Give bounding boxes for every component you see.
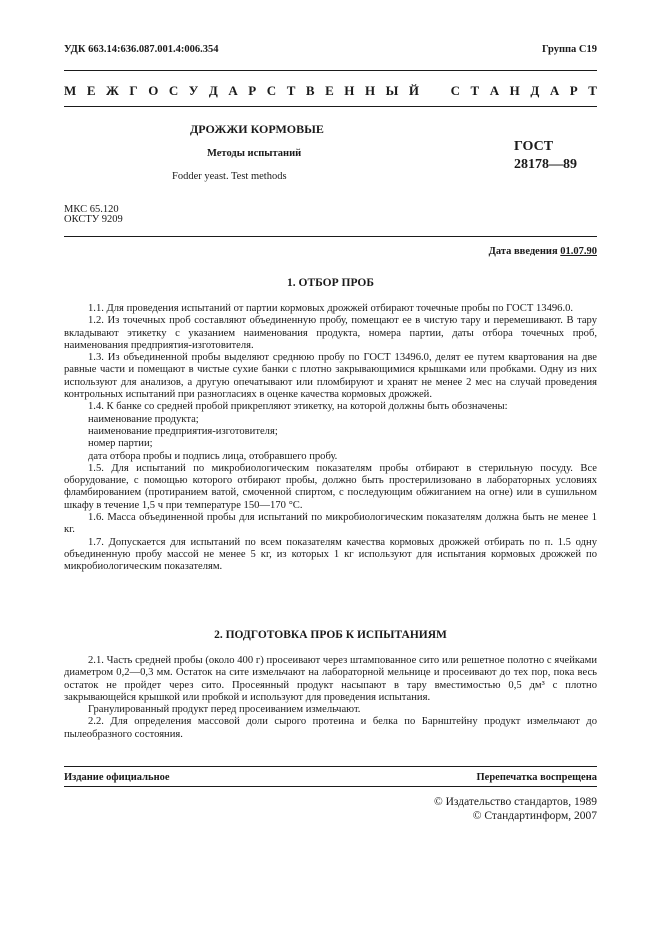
section1-paragraph: 1.3. Из объединенной пробы выделяют среднюю пробу по ГОСТ 13496.0, делят ее путем квартования на две равные части и помещают в чистые сухие банки с плотно закрывающимися крышками или пробками. Одну из них используют для анализов, а другую опечатывают или пломбируют и хранят не менее 2 мес на случай проведения контрольных испытаний при разногласиях в оценке качества кормовых дрожжей.	[64, 352, 597, 401]
banner-letter: Н	[509, 83, 520, 98]
section1-paragraph: 1.2. Из точечных проб составляют объединенную пробу, помещают ее в чистую тару и перемешивают. В тару вкладывают этикетку с указанием наименования продукта, номера партии, даты отбора точечных проб, наименования предприятия-изготовителя.	[64, 315, 597, 351]
copyright-2007: © Стандартинформ, 2007	[472, 810, 597, 822]
section1-paragraph: наименование продукта;	[88, 413, 199, 425]
banner-letter: Н	[344, 83, 355, 98]
copyright-1989: © Издательство стандартов, 1989	[433, 796, 597, 808]
banner-letter: А	[549, 83, 560, 98]
banner-letter: А	[228, 83, 238, 98]
section1-paragraph: 1.1. Для проведения испытаний от партии кормовых дрожжей отбирают точечные пробы по ГОСТ 13496.0.	[88, 303, 574, 314]
section-2-body	[64, 655, 597, 741]
footer-rule	[64, 766, 597, 767]
section1-paragraph: 1.6. Масса объединенной пробы для испытаний по микробиологическим показателям должна быть не менее 1 кг.	[64, 512, 597, 536]
banner-letter: С	[450, 83, 461, 98]
codes-rule	[64, 236, 597, 237]
group-code: Группа С19	[541, 44, 597, 55]
section1-paragraph: 1.7. Допускается для испытаний по всем показателям качества кормовых дрожжей отбирать по п. 1.5 одну объединенную пробу массой не менее 5 кг, из которых 1 кг используют для испытания кормовых дрожжей по микробиологическим показателям.	[64, 536, 597, 573]
banner-letter: Д	[208, 83, 218, 98]
banner-letter: Е	[325, 83, 334, 98]
introduction-date-value: 01.07.90	[560, 246, 597, 257]
gost-number	[514, 138, 577, 174]
banner-letter: С	[168, 83, 179, 98]
document-subtitle: Методы испытаний	[207, 148, 302, 159]
gost-label: ГОСТ	[514, 139, 554, 154]
introduction-date	[489, 246, 597, 257]
banner-letter: Т	[286, 83, 296, 98]
section1-paragraph: 1.5. Для испытаний по микробиологическим показателям пробы отбирают в стерильную посуду. Все оборудование, с помощью которого отбирают пробы, должно быть простерилизовано в лабораторных условиях фламбированием (протиранием ватой, смоченной спиртом, с последующим обжиганием на огне) или в сушильном шкафу в течение 1,5 ч при температуре 150—170 °С.	[64, 462, 597, 511]
section-1-body	[64, 303, 597, 574]
banner-letter: В	[305, 83, 315, 98]
banner-letter: Г	[129, 83, 138, 98]
section2-paragraph: 2.2. Для определения массовой доли сырого протеина и белка по Барнштейну продукт измельчают до пылеобразного состояния.	[64, 716, 597, 740]
okstu-code: ОКСТУ 9209	[64, 214, 123, 225]
banner-letter: Н	[364, 83, 376, 98]
footer-bottom-rule	[64, 786, 597, 787]
banner-letter: Й	[408, 83, 420, 98]
section1-paragraph: номер партии;	[88, 438, 153, 450]
reprint-prohibited: Перепечатка воспрещена	[476, 772, 597, 783]
udk-code: УДК 663.14:636.087.001.4:006.354	[64, 44, 219, 55]
banner-letter: М	[64, 83, 77, 98]
banner-letter: А	[489, 83, 500, 98]
gost-code: 28178—89	[514, 157, 577, 172]
section2-paragraph: Гранулированный продукт перед просеиванием измельчают.	[88, 704, 361, 716]
section1-paragraph: дата отбора пробы и подпись лица, отобравшего пробу.	[88, 450, 338, 462]
banner-letter: Т	[588, 83, 597, 98]
section1-paragraph: наименование предприятия-изготовителя;	[88, 425, 278, 437]
banner-rule	[64, 106, 597, 107]
classification-codes	[64, 205, 123, 225]
banner-letter: У	[188, 83, 199, 98]
banner-letter: С	[266, 83, 277, 98]
banner-letter: Т	[470, 83, 480, 98]
top-rule	[64, 70, 597, 71]
banner-letter: Р	[569, 83, 578, 98]
document-english-title: Fodder yeast. Test methods	[172, 171, 287, 182]
document-title: ДРОЖЖИ КОРМОВЫЕ	[190, 122, 324, 136]
banner-letter: Ы	[385, 83, 399, 98]
section-2-title: 2. ПОДГОТОВКА ПРОБ К ИСПЫТАНИЯМ	[214, 629, 447, 641]
banner-letter: Р	[248, 83, 257, 98]
mks-code: МКС 65.120	[64, 204, 119, 215]
section-1-title: 1. ОТБОР ПРОБ	[287, 277, 374, 289]
banner-letter: О	[148, 83, 159, 98]
banner-letter: Е	[86, 83, 96, 98]
interstate-standard-banner	[64, 83, 597, 99]
banner-letter: Ж	[106, 83, 119, 98]
section1-paragraph: 1.4. К банке со средней пробой прикрепляют этикетку, на которой должны быть обозначены:	[88, 401, 508, 413]
section2-paragraph: 2.1. Часть средней пробы (около 400 г) просеивают через штампованное сито или решетное полотно с ячейками диаметром 0,2—0,3 мм. Остаток на сите измельчают на лабораторной мельнице и просеивают до тех пор, пока весь остаток не пройдет через сито. Просеянный продукт насыпают в тару вместимостью 0,5 дм³ с плотно закрывающейся крышкой или пробкой и используют для проведения испытания.	[64, 655, 597, 703]
introduction-date-label: Дата введения	[488, 246, 558, 257]
official-edition: Издание официальное	[64, 772, 170, 783]
banner-letter: Д	[530, 83, 540, 98]
